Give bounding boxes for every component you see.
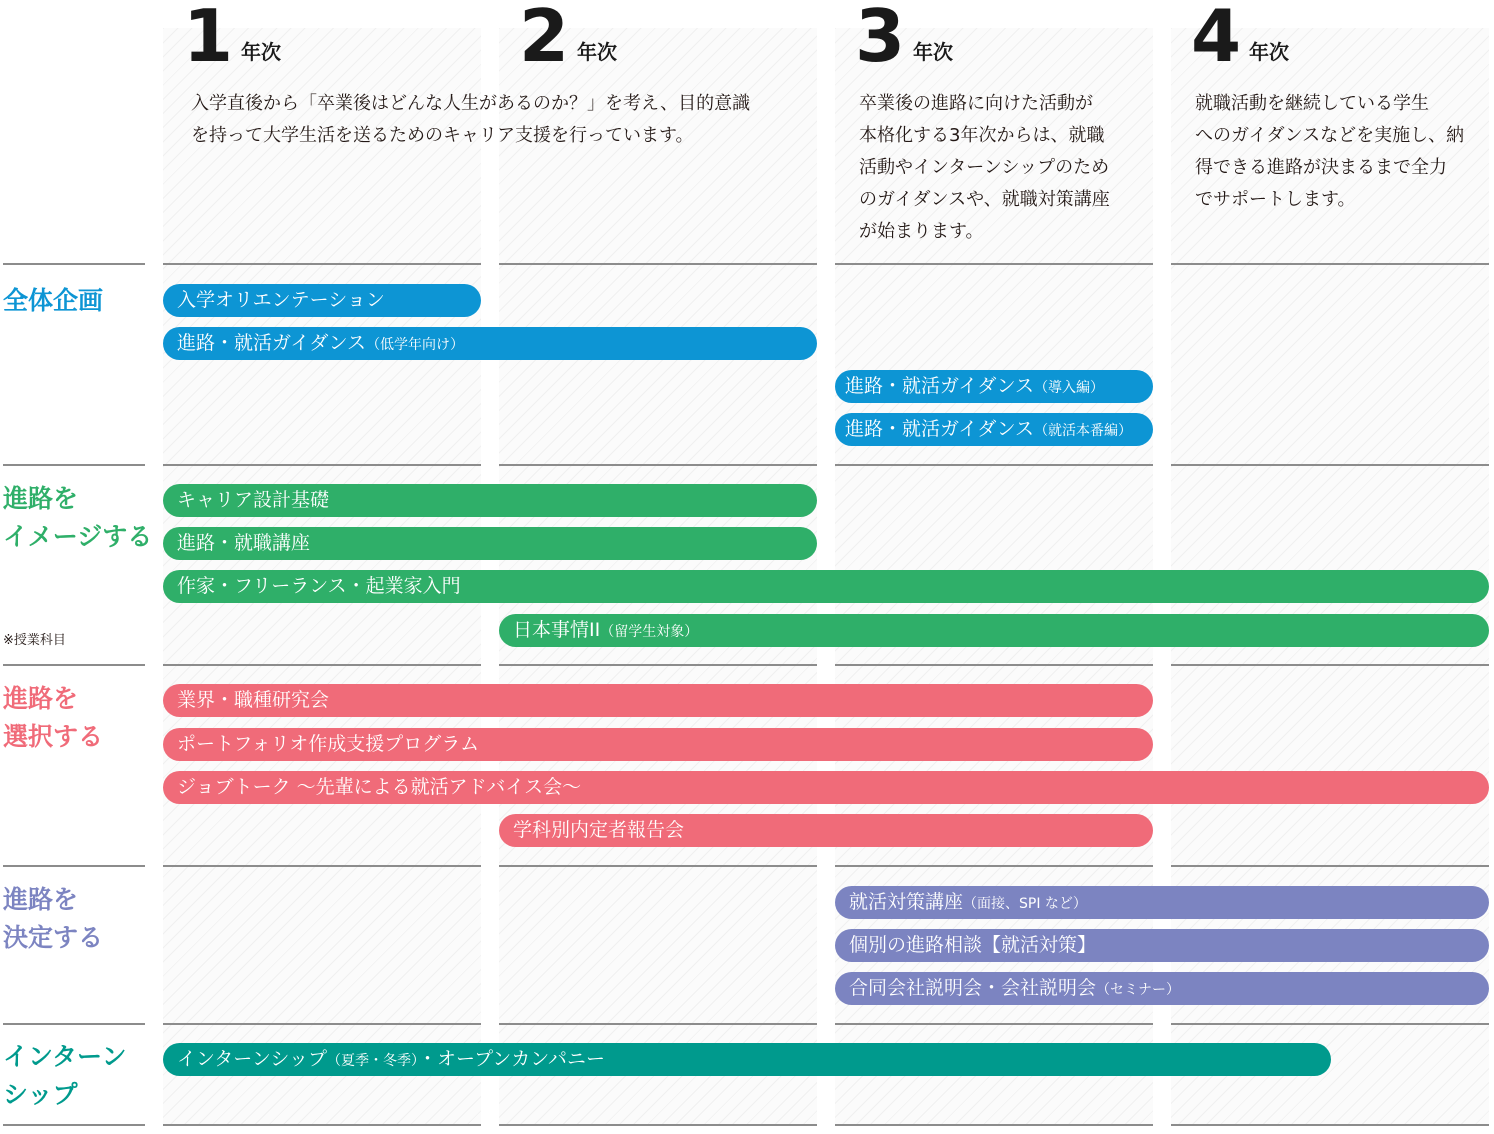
year-number: 4 bbox=[1191, 0, 1242, 78]
program-label: 進路・就活ガイダンス bbox=[177, 332, 367, 354]
program-label: 就活対策講座 bbox=[849, 891, 964, 913]
year-4-description: 就職活動を継続している学生 へのガイダンスなどを実施し、納 得できる進路が決まるまで全力 でサポートします。 bbox=[1195, 93, 1465, 210]
program-label: 学科別内定者報告会 bbox=[513, 819, 685, 841]
program-company-briefing bbox=[835, 972, 1489, 1005]
program-label: 業界・職種研究会 bbox=[177, 689, 330, 711]
program-career-lecture bbox=[163, 527, 817, 560]
program-sublabel: （就活本番編） bbox=[1034, 423, 1133, 439]
year-1-2-description: 入学直後から「卒業後はどんな人生があるのか？」を考え、目的意識 を持って大学生活を送るためのキャリア支援を行っています。 bbox=[191, 93, 751, 146]
course-note: ※授業科目 bbox=[3, 633, 66, 648]
program-label: 進路・就職講座 bbox=[177, 532, 311, 554]
program-entrance-orientation bbox=[163, 284, 481, 317]
program-sublabel: （留学生対象） bbox=[600, 624, 699, 640]
program-label: 作家・フリーランス・起業家入門 bbox=[177, 575, 461, 597]
year-unit: 年次 bbox=[577, 40, 617, 64]
year-unit: 年次 bbox=[1249, 40, 1289, 64]
year-unit: 年次 bbox=[913, 40, 953, 64]
program-portfolio-support bbox=[163, 728, 1153, 761]
program-freelance-entrepreneur-intro bbox=[163, 570, 1489, 603]
program-label: 合同会社説明会・会社説明会 bbox=[849, 977, 1097, 999]
year-number: 3 bbox=[855, 0, 906, 78]
program-label: 進路・就活ガイダンス bbox=[845, 418, 1035, 440]
program-guidance-intro bbox=[835, 370, 1153, 403]
program-job-hunting-prep bbox=[835, 886, 1489, 919]
program-sublabel: （夏季・冬季） bbox=[327, 1053, 419, 1069]
program-industry-research bbox=[163, 684, 1153, 717]
year-number: 1 bbox=[183, 0, 234, 78]
category-imagine-career: 進路を イメージする bbox=[3, 484, 153, 551]
program-job-talk bbox=[163, 771, 1489, 804]
program-guidance-main bbox=[835, 413, 1153, 446]
program-label: 進路・就活ガイダンス bbox=[845, 375, 1035, 397]
category-decide-career: 進路を 決定する bbox=[3, 885, 104, 952]
program-label: インターンシップ bbox=[177, 1048, 328, 1070]
year-unit: 年次 bbox=[241, 40, 281, 64]
year-3-description: 卒業後の進路に向けた活動が 本格化する3年次からは、就職 活動やインターンシップのため のガイダンスや、就職対策講座 が始まります。 bbox=[859, 93, 1110, 242]
program-label: ポートフォリオ作成支援プログラム bbox=[177, 733, 480, 755]
program-sublabel: （セミナー） bbox=[1096, 982, 1181, 998]
program-label-tail: ・オープンカンパニー bbox=[418, 1048, 605, 1070]
program-sublabel: （低学年向け） bbox=[366, 337, 465, 353]
program-label: 入学オリエンテーション bbox=[177, 289, 385, 311]
program-label: 個別の進路相談【就活対策】 bbox=[849, 934, 1097, 956]
program-label: キャリア設計基礎 bbox=[177, 489, 330, 511]
program-guidance-lower-years bbox=[163, 327, 817, 360]
program-internship-open-company bbox=[163, 1043, 1331, 1076]
program-japan-affairs bbox=[499, 614, 1489, 647]
program-individual-consultation bbox=[835, 929, 1489, 962]
category-overall-planning: 全体企画 bbox=[3, 286, 104, 315]
year-number: 2 bbox=[519, 0, 570, 78]
program-label: 日本事情II bbox=[513, 619, 601, 641]
category-internship: インターン シップ bbox=[3, 1042, 127, 1109]
program-sublabel: （導入編） bbox=[1034, 380, 1105, 396]
program-label: ジョブトーク ～先輩による就活アドバイス会～ bbox=[177, 776, 582, 798]
program-career-design-basics bbox=[163, 484, 817, 517]
program-sublabel: （面接、SPI など） bbox=[963, 896, 1087, 912]
program-offer-report bbox=[499, 814, 1153, 847]
category-choose-career: 進路を 選択する bbox=[3, 684, 104, 751]
